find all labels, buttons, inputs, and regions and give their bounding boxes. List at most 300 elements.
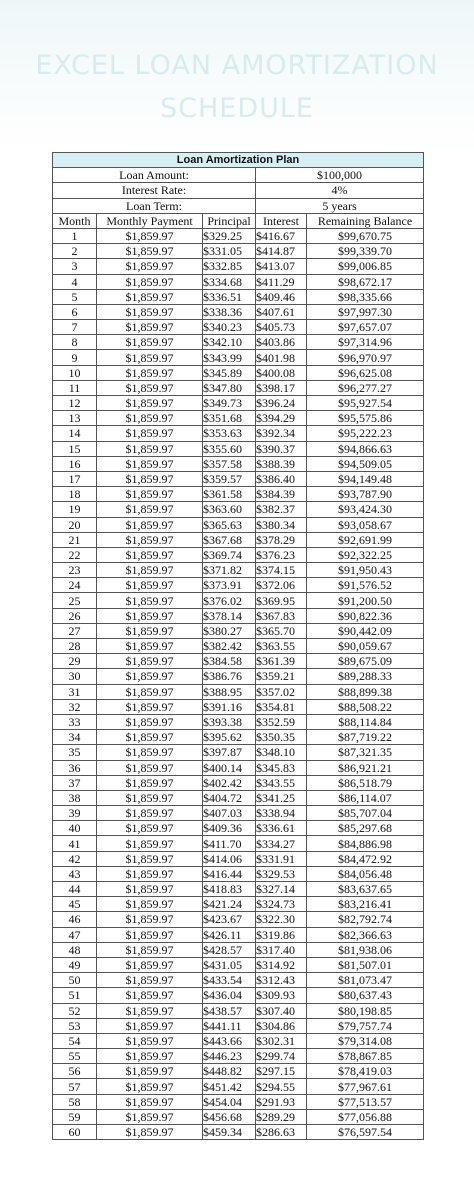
principal-cell[interactable]: $367.68 — [203, 532, 256, 547]
interest-cell[interactable]: $388.39 — [256, 456, 307, 471]
principal-cell[interactable]: $459.34 — [203, 1125, 256, 1140]
month-cell[interactable]: 26 — [53, 608, 97, 623]
month-cell[interactable]: 8 — [53, 335, 97, 350]
month-cell[interactable]: 52 — [53, 1003, 97, 1018]
interest-cell[interactable]: $414.87 — [256, 244, 307, 259]
interest-cell[interactable]: $403.86 — [256, 335, 307, 350]
interest-cell[interactable]: $384.39 — [256, 487, 307, 502]
loan-term-value[interactable]: 5 years — [256, 198, 424, 213]
principal-cell[interactable]: $391.16 — [203, 699, 256, 714]
month-cell[interactable]: 25 — [53, 593, 97, 608]
interest-cell[interactable]: $392.34 — [256, 426, 307, 441]
month-cell[interactable]: 24 — [53, 578, 97, 593]
interest-cell[interactable]: $365.70 — [256, 623, 307, 638]
monthly-payment-cell[interactable]: $1,859.97 — [97, 866, 203, 881]
principal-cell[interactable]: $407.03 — [203, 806, 256, 821]
interest-cell[interactable]: $380.34 — [256, 517, 307, 532]
month-cell[interactable]: 20 — [53, 517, 97, 532]
month-cell[interactable]: 43 — [53, 866, 97, 881]
monthly-payment-cell[interactable]: $1,859.97 — [97, 836, 203, 851]
principal-cell[interactable]: $421.24 — [203, 897, 256, 912]
remaining-balance-cell[interactable]: $83,637.65 — [307, 882, 424, 897]
monthly-payment-cell[interactable]: $1,859.97 — [97, 669, 203, 684]
monthly-payment-cell[interactable]: $1,859.97 — [97, 699, 203, 714]
remaining-balance-cell[interactable]: $90,442.09 — [307, 623, 424, 638]
interest-cell[interactable]: $334.27 — [256, 836, 307, 851]
principal-cell[interactable]: $331.05 — [203, 244, 256, 259]
monthly-payment-cell[interactable]: $1,859.97 — [97, 426, 203, 441]
remaining-balance-cell[interactable]: $78,419.03 — [307, 1064, 424, 1079]
interest-cell[interactable]: $299.74 — [256, 1049, 307, 1064]
interest-cell[interactable]: $359.21 — [256, 669, 307, 684]
monthly-payment-cell[interactable]: $1,859.97 — [97, 396, 203, 411]
remaining-balance-cell[interactable]: $85,297.68 — [307, 821, 424, 836]
interest-cell[interactable]: $336.61 — [256, 821, 307, 836]
month-cell[interactable]: 34 — [53, 730, 97, 745]
monthly-payment-cell[interactable]: $1,859.97 — [97, 639, 203, 654]
monthly-payment-cell[interactable]: $1,859.97 — [97, 851, 203, 866]
remaining-balance-cell[interactable]: $96,970.97 — [307, 350, 424, 365]
interest-cell[interactable]: $390.37 — [256, 441, 307, 456]
principal-cell[interactable]: $376.02 — [203, 593, 256, 608]
monthly-payment-cell[interactable]: $1,859.97 — [97, 897, 203, 912]
month-cell[interactable]: 21 — [53, 532, 97, 547]
month-cell[interactable]: 60 — [53, 1125, 97, 1140]
month-cell[interactable]: 37 — [53, 775, 97, 790]
principal-cell[interactable]: $418.83 — [203, 882, 256, 897]
interest-cell[interactable]: $327.14 — [256, 882, 307, 897]
monthly-payment-cell[interactable]: $1,859.97 — [97, 244, 203, 259]
monthly-payment-cell[interactable]: $1,859.97 — [97, 927, 203, 942]
principal-cell[interactable]: $332.85 — [203, 259, 256, 274]
interest-rate-value[interactable]: 4% — [256, 183, 424, 198]
remaining-balance-cell[interactable]: $86,114.07 — [307, 790, 424, 805]
month-cell[interactable]: 32 — [53, 699, 97, 714]
principal-cell[interactable]: $349.73 — [203, 396, 256, 411]
principal-cell[interactable]: $454.04 — [203, 1094, 256, 1109]
principal-cell[interactable]: $441.11 — [203, 1018, 256, 1033]
remaining-balance-cell[interactable]: $82,366.63 — [307, 927, 424, 942]
remaining-balance-cell[interactable]: $84,472.92 — [307, 851, 424, 866]
month-cell[interactable]: 17 — [53, 471, 97, 486]
interest-cell[interactable]: $400.08 — [256, 365, 307, 380]
monthly-payment-cell[interactable]: $1,859.97 — [97, 988, 203, 1003]
remaining-balance-cell[interactable]: $91,576.52 — [307, 578, 424, 593]
monthly-payment-cell[interactable]: $1,859.97 — [97, 517, 203, 532]
principal-cell[interactable]: $361.58 — [203, 487, 256, 502]
interest-cell[interactable]: $341.25 — [256, 790, 307, 805]
remaining-balance-cell[interactable]: $77,967.61 — [307, 1079, 424, 1094]
month-cell[interactable]: 19 — [53, 502, 97, 517]
interest-cell[interactable]: $297.15 — [256, 1064, 307, 1079]
interest-cell[interactable]: $291.93 — [256, 1094, 307, 1109]
monthly-payment-cell[interactable]: $1,859.97 — [97, 942, 203, 957]
monthly-payment-cell[interactable]: $1,859.97 — [97, 471, 203, 486]
month-cell[interactable]: 15 — [53, 441, 97, 456]
interest-cell[interactable]: $350.35 — [256, 730, 307, 745]
interest-cell[interactable]: $376.23 — [256, 547, 307, 562]
interest-cell[interactable]: $405.73 — [256, 320, 307, 335]
month-cell[interactable]: 46 — [53, 912, 97, 927]
interest-cell[interactable]: $317.40 — [256, 942, 307, 957]
monthly-payment-cell[interactable]: $1,859.97 — [97, 1049, 203, 1064]
interest-cell[interactable]: $409.46 — [256, 289, 307, 304]
remaining-balance-cell[interactable]: $94,149.48 — [307, 471, 424, 486]
monthly-payment-cell[interactable]: $1,859.97 — [97, 380, 203, 395]
principal-cell[interactable]: $345.89 — [203, 365, 256, 380]
month-cell[interactable]: 49 — [53, 957, 97, 972]
month-cell[interactable]: 23 — [53, 563, 97, 578]
interest-cell[interactable]: $396.24 — [256, 396, 307, 411]
month-cell[interactable]: 30 — [53, 669, 97, 684]
monthly-payment-cell[interactable]: $1,859.97 — [97, 547, 203, 562]
remaining-balance-cell[interactable]: $92,691.99 — [307, 532, 424, 547]
interest-cell[interactable]: $394.29 — [256, 411, 307, 426]
principal-cell[interactable]: $397.87 — [203, 745, 256, 760]
principal-cell[interactable]: $355.60 — [203, 441, 256, 456]
monthly-payment-cell[interactable]: $1,859.97 — [97, 441, 203, 456]
principal-cell[interactable]: $431.05 — [203, 957, 256, 972]
remaining-balance-cell[interactable]: $84,056.48 — [307, 866, 424, 881]
remaining-balance-cell[interactable]: $86,518.79 — [307, 775, 424, 790]
remaining-balance-cell[interactable]: $87,321.35 — [307, 745, 424, 760]
principal-cell[interactable]: $380.27 — [203, 623, 256, 638]
remaining-balance-cell[interactable]: $78,867.85 — [307, 1049, 424, 1064]
monthly-payment-cell[interactable]: $1,859.97 — [97, 821, 203, 836]
month-cell[interactable]: 31 — [53, 684, 97, 699]
principal-cell[interactable]: $411.70 — [203, 836, 256, 851]
remaining-balance-cell[interactable]: $84,886.98 — [307, 836, 424, 851]
monthly-payment-cell[interactable]: $1,859.97 — [97, 790, 203, 805]
interest-cell[interactable]: $312.43 — [256, 973, 307, 988]
month-cell[interactable]: 16 — [53, 456, 97, 471]
principal-cell[interactable]: $384.58 — [203, 654, 256, 669]
interest-cell[interactable]: $304.86 — [256, 1018, 307, 1033]
principal-cell[interactable]: $416.44 — [203, 866, 256, 881]
interest-cell[interactable]: $407.61 — [256, 304, 307, 319]
interest-cell[interactable]: $367.83 — [256, 608, 307, 623]
month-cell[interactable]: 35 — [53, 745, 97, 760]
remaining-balance-cell[interactable]: $81,073.47 — [307, 973, 424, 988]
remaining-balance-cell[interactable]: $90,059.67 — [307, 639, 424, 654]
monthly-payment-cell[interactable]: $1,859.97 — [97, 502, 203, 517]
monthly-payment-cell[interactable]: $1,859.97 — [97, 563, 203, 578]
month-cell[interactable]: 53 — [53, 1018, 97, 1033]
principal-cell[interactable]: $393.38 — [203, 714, 256, 729]
monthly-payment-cell[interactable]: $1,859.97 — [97, 228, 203, 243]
remaining-balance-cell[interactable]: $79,314.08 — [307, 1033, 424, 1048]
monthly-payment-cell[interactable]: $1,859.97 — [97, 411, 203, 426]
monthly-payment-cell[interactable]: $1,859.97 — [97, 608, 203, 623]
month-cell[interactable]: 44 — [53, 882, 97, 897]
monthly-payment-cell[interactable]: $1,859.97 — [97, 1018, 203, 1033]
month-cell[interactable]: 13 — [53, 411, 97, 426]
principal-cell[interactable]: $334.68 — [203, 274, 256, 289]
principal-cell[interactable]: $402.42 — [203, 775, 256, 790]
interest-cell[interactable]: $361.39 — [256, 654, 307, 669]
principal-cell[interactable]: $365.63 — [203, 517, 256, 532]
principal-cell[interactable]: $388.95 — [203, 684, 256, 699]
principal-cell[interactable]: $443.66 — [203, 1033, 256, 1048]
interest-cell[interactable]: $314.92 — [256, 957, 307, 972]
interest-cell[interactable]: $319.86 — [256, 927, 307, 942]
month-cell[interactable]: 56 — [53, 1064, 97, 1079]
principal-cell[interactable]: $347.80 — [203, 380, 256, 395]
principal-cell[interactable]: $456.68 — [203, 1109, 256, 1124]
principal-cell[interactable]: $404.72 — [203, 790, 256, 805]
monthly-payment-cell[interactable]: $1,859.97 — [97, 730, 203, 745]
remaining-balance-cell[interactable]: $97,997.30 — [307, 304, 424, 319]
interest-cell[interactable]: $294.55 — [256, 1079, 307, 1094]
month-cell[interactable]: 11 — [53, 380, 97, 395]
principal-cell[interactable]: $343.99 — [203, 350, 256, 365]
principal-cell[interactable]: $351.68 — [203, 411, 256, 426]
monthly-payment-cell[interactable]: $1,859.97 — [97, 1109, 203, 1124]
monthly-payment-cell[interactable]: $1,859.97 — [97, 365, 203, 380]
remaining-balance-cell[interactable]: $80,637.43 — [307, 988, 424, 1003]
remaining-balance-cell[interactable]: $87,719.22 — [307, 730, 424, 745]
principal-cell[interactable]: $378.14 — [203, 608, 256, 623]
interest-cell[interactable]: $307.40 — [256, 1003, 307, 1018]
month-cell[interactable]: 48 — [53, 942, 97, 957]
remaining-balance-cell[interactable]: $95,222.23 — [307, 426, 424, 441]
month-cell[interactable]: 12 — [53, 396, 97, 411]
month-cell[interactable]: 45 — [53, 897, 97, 912]
remaining-balance-cell[interactable]: $80,198.85 — [307, 1003, 424, 1018]
principal-cell[interactable]: $369.74 — [203, 547, 256, 562]
monthly-payment-cell[interactable]: $1,859.97 — [97, 654, 203, 669]
month-cell[interactable]: 58 — [53, 1094, 97, 1109]
interest-cell[interactable]: $413.07 — [256, 259, 307, 274]
month-cell[interactable]: 14 — [53, 426, 97, 441]
principal-cell[interactable]: $446.23 — [203, 1049, 256, 1064]
remaining-balance-cell[interactable]: $95,927.54 — [307, 396, 424, 411]
principal-cell[interactable]: $426.11 — [203, 927, 256, 942]
month-cell[interactable]: 40 — [53, 821, 97, 836]
interest-cell[interactable]: $372.06 — [256, 578, 307, 593]
interest-cell[interactable]: $329.53 — [256, 866, 307, 881]
remaining-balance-cell[interactable]: $99,339.70 — [307, 244, 424, 259]
monthly-payment-cell[interactable]: $1,859.97 — [97, 304, 203, 319]
principal-cell[interactable]: $423.67 — [203, 912, 256, 927]
interest-cell[interactable]: $331.91 — [256, 851, 307, 866]
month-cell[interactable]: 59 — [53, 1109, 97, 1124]
monthly-payment-cell[interactable]: $1,859.97 — [97, 623, 203, 638]
monthly-payment-cell[interactable]: $1,859.97 — [97, 274, 203, 289]
monthly-payment-cell[interactable]: $1,859.97 — [97, 335, 203, 350]
monthly-payment-cell[interactable]: $1,859.97 — [97, 806, 203, 821]
month-cell[interactable]: 27 — [53, 623, 97, 638]
remaining-balance-cell[interactable]: $93,424.30 — [307, 502, 424, 517]
remaining-balance-cell[interactable]: $79,757.74 — [307, 1018, 424, 1033]
remaining-balance-cell[interactable]: $77,513.57 — [307, 1094, 424, 1109]
monthly-payment-cell[interactable]: $1,859.97 — [97, 912, 203, 927]
interest-cell[interactable]: $416.67 — [256, 228, 307, 243]
interest-cell[interactable]: $382.37 — [256, 502, 307, 517]
month-cell[interactable]: 5 — [53, 289, 97, 304]
monthly-payment-cell[interactable]: $1,859.97 — [97, 1064, 203, 1079]
interest-cell[interactable]: $401.98 — [256, 350, 307, 365]
principal-cell[interactable]: $438.57 — [203, 1003, 256, 1018]
interest-cell[interactable]: $348.10 — [256, 745, 307, 760]
monthly-payment-cell[interactable]: $1,859.97 — [97, 684, 203, 699]
month-cell[interactable]: 10 — [53, 365, 97, 380]
month-cell[interactable]: 4 — [53, 274, 97, 289]
principal-cell[interactable]: $371.82 — [203, 563, 256, 578]
principal-cell[interactable]: $373.91 — [203, 578, 256, 593]
interest-cell[interactable]: $357.02 — [256, 684, 307, 699]
principal-cell[interactable]: $336.51 — [203, 289, 256, 304]
monthly-payment-cell[interactable]: $1,859.97 — [97, 593, 203, 608]
month-cell[interactable]: 29 — [53, 654, 97, 669]
interest-cell[interactable]: $324.73 — [256, 897, 307, 912]
month-cell[interactable]: 41 — [53, 836, 97, 851]
month-cell[interactable]: 7 — [53, 320, 97, 335]
month-cell[interactable]: 54 — [53, 1033, 97, 1048]
month-cell[interactable]: 47 — [53, 927, 97, 942]
month-cell[interactable]: 50 — [53, 973, 97, 988]
monthly-payment-cell[interactable]: $1,859.97 — [97, 1079, 203, 1094]
remaining-balance-cell[interactable]: $89,288.33 — [307, 669, 424, 684]
interest-cell[interactable]: $309.93 — [256, 988, 307, 1003]
interest-cell[interactable]: $302.31 — [256, 1033, 307, 1048]
remaining-balance-cell[interactable]: $77,056.88 — [307, 1109, 424, 1124]
remaining-balance-cell[interactable]: $88,114.84 — [307, 714, 424, 729]
monthly-payment-cell[interactable]: $1,859.97 — [97, 973, 203, 988]
monthly-payment-cell[interactable]: $1,859.97 — [97, 259, 203, 274]
remaining-balance-cell[interactable]: $76,597.54 — [307, 1125, 424, 1140]
interest-cell[interactable]: $338.94 — [256, 806, 307, 821]
interest-cell[interactable]: $345.83 — [256, 760, 307, 775]
interest-cell[interactable]: $386.40 — [256, 471, 307, 486]
interest-cell[interactable]: $352.59 — [256, 714, 307, 729]
monthly-payment-cell[interactable]: $1,859.97 — [97, 957, 203, 972]
principal-cell[interactable]: $329.25 — [203, 228, 256, 243]
principal-cell[interactable]: $428.57 — [203, 942, 256, 957]
principal-cell[interactable]: $386.76 — [203, 669, 256, 684]
interest-cell[interactable]: $369.95 — [256, 593, 307, 608]
remaining-balance-cell[interactable]: $93,058.67 — [307, 517, 424, 532]
principal-cell[interactable]: $409.36 — [203, 821, 256, 836]
principal-cell[interactable]: $400.14 — [203, 760, 256, 775]
interest-cell[interactable]: $289.29 — [256, 1109, 307, 1124]
remaining-balance-cell[interactable]: $99,670.75 — [307, 228, 424, 243]
month-cell[interactable]: 42 — [53, 851, 97, 866]
monthly-payment-cell[interactable]: $1,859.97 — [97, 760, 203, 775]
principal-cell[interactable]: $357.58 — [203, 456, 256, 471]
interest-cell[interactable]: $398.17 — [256, 380, 307, 395]
remaining-balance-cell[interactable]: $81,938.06 — [307, 942, 424, 957]
remaining-balance-cell[interactable]: $97,314.96 — [307, 335, 424, 350]
month-cell[interactable]: 55 — [53, 1049, 97, 1064]
monthly-payment-cell[interactable]: $1,859.97 — [97, 350, 203, 365]
remaining-balance-cell[interactable]: $95,575.86 — [307, 411, 424, 426]
remaining-balance-cell[interactable]: $90,822.36 — [307, 608, 424, 623]
month-cell[interactable]: 28 — [53, 639, 97, 654]
principal-cell[interactable]: $448.82 — [203, 1064, 256, 1079]
principal-cell[interactable]: $359.57 — [203, 471, 256, 486]
month-cell[interactable]: 39 — [53, 806, 97, 821]
principal-cell[interactable]: $353.63 — [203, 426, 256, 441]
month-cell[interactable]: 18 — [53, 487, 97, 502]
remaining-balance-cell[interactable]: $89,675.09 — [307, 654, 424, 669]
principal-cell[interactable]: $363.60 — [203, 502, 256, 517]
loan-amount-value[interactable]: $100,000 — [256, 168, 424, 183]
principal-cell[interactable]: $382.42 — [203, 639, 256, 654]
principal-cell[interactable]: $340.23 — [203, 320, 256, 335]
interest-cell[interactable]: $322.30 — [256, 912, 307, 927]
month-cell[interactable]: 1 — [53, 228, 97, 243]
remaining-balance-cell[interactable]: $99,006.85 — [307, 259, 424, 274]
monthly-payment-cell[interactable]: $1,859.97 — [97, 745, 203, 760]
month-cell[interactable]: 2 — [53, 244, 97, 259]
month-cell[interactable]: 57 — [53, 1079, 97, 1094]
interest-cell[interactable]: $411.29 — [256, 274, 307, 289]
principal-cell[interactable]: $414.06 — [203, 851, 256, 866]
month-cell[interactable]: 9 — [53, 350, 97, 365]
month-cell[interactable]: 33 — [53, 714, 97, 729]
remaining-balance-cell[interactable]: $98,335.66 — [307, 289, 424, 304]
remaining-balance-cell[interactable]: $91,200.50 — [307, 593, 424, 608]
remaining-balance-cell[interactable]: $94,509.05 — [307, 456, 424, 471]
interest-cell[interactable]: $343.55 — [256, 775, 307, 790]
month-cell[interactable]: 51 — [53, 988, 97, 1003]
remaining-balance-cell[interactable]: $96,277.27 — [307, 380, 424, 395]
monthly-payment-cell[interactable]: $1,859.97 — [97, 882, 203, 897]
remaining-balance-cell[interactable]: $96,625.08 — [307, 365, 424, 380]
monthly-payment-cell[interactable]: $1,859.97 — [97, 320, 203, 335]
interest-cell[interactable]: $354.81 — [256, 699, 307, 714]
remaining-balance-cell[interactable]: $85,707.04 — [307, 806, 424, 821]
monthly-payment-cell[interactable]: $1,859.97 — [97, 1094, 203, 1109]
month-cell[interactable]: 3 — [53, 259, 97, 274]
monthly-payment-cell[interactable]: $1,859.97 — [97, 714, 203, 729]
remaining-balance-cell[interactable]: $93,787.90 — [307, 487, 424, 502]
remaining-balance-cell[interactable]: $98,672.17 — [307, 274, 424, 289]
interest-cell[interactable]: $286.63 — [256, 1125, 307, 1140]
monthly-payment-cell[interactable]: $1,859.97 — [97, 1125, 203, 1140]
remaining-balance-cell[interactable]: $86,921.21 — [307, 760, 424, 775]
month-cell[interactable]: 6 — [53, 304, 97, 319]
monthly-payment-cell[interactable]: $1,859.97 — [97, 775, 203, 790]
monthly-payment-cell[interactable]: $1,859.97 — [97, 289, 203, 304]
remaining-balance-cell[interactable]: $81,507.01 — [307, 957, 424, 972]
monthly-payment-cell[interactable]: $1,859.97 — [97, 456, 203, 471]
remaining-balance-cell[interactable]: $88,508.22 — [307, 699, 424, 714]
monthly-payment-cell[interactable]: $1,859.97 — [97, 1033, 203, 1048]
monthly-payment-cell[interactable]: $1,859.97 — [97, 578, 203, 593]
interest-cell[interactable]: $378.29 — [256, 532, 307, 547]
remaining-balance-cell[interactable]: $97,657.07 — [307, 320, 424, 335]
remaining-balance-cell[interactable]: $91,950.43 — [307, 563, 424, 578]
principal-cell[interactable]: $436.04 — [203, 988, 256, 1003]
interest-cell[interactable]: $374.15 — [256, 563, 307, 578]
remaining-balance-cell[interactable]: $83,216.41 — [307, 897, 424, 912]
principal-cell[interactable]: $342.10 — [203, 335, 256, 350]
month-cell[interactable]: 36 — [53, 760, 97, 775]
month-cell[interactable]: 38 — [53, 790, 97, 805]
principal-cell[interactable]: $433.54 — [203, 973, 256, 988]
principal-cell[interactable]: $338.36 — [203, 304, 256, 319]
remaining-balance-cell[interactable]: $82,792.74 — [307, 912, 424, 927]
remaining-balance-cell[interactable]: $88,899.38 — [307, 684, 424, 699]
monthly-payment-cell[interactable]: $1,859.97 — [97, 532, 203, 547]
month-cell[interactable]: 22 — [53, 547, 97, 562]
monthly-payment-cell[interactable]: $1,859.97 — [97, 487, 203, 502]
monthly-payment-cell[interactable]: $1,859.97 — [97, 1003, 203, 1018]
remaining-balance-cell[interactable]: $92,322.25 — [307, 547, 424, 562]
remaining-balance-cell[interactable]: $94,866.63 — [307, 441, 424, 456]
